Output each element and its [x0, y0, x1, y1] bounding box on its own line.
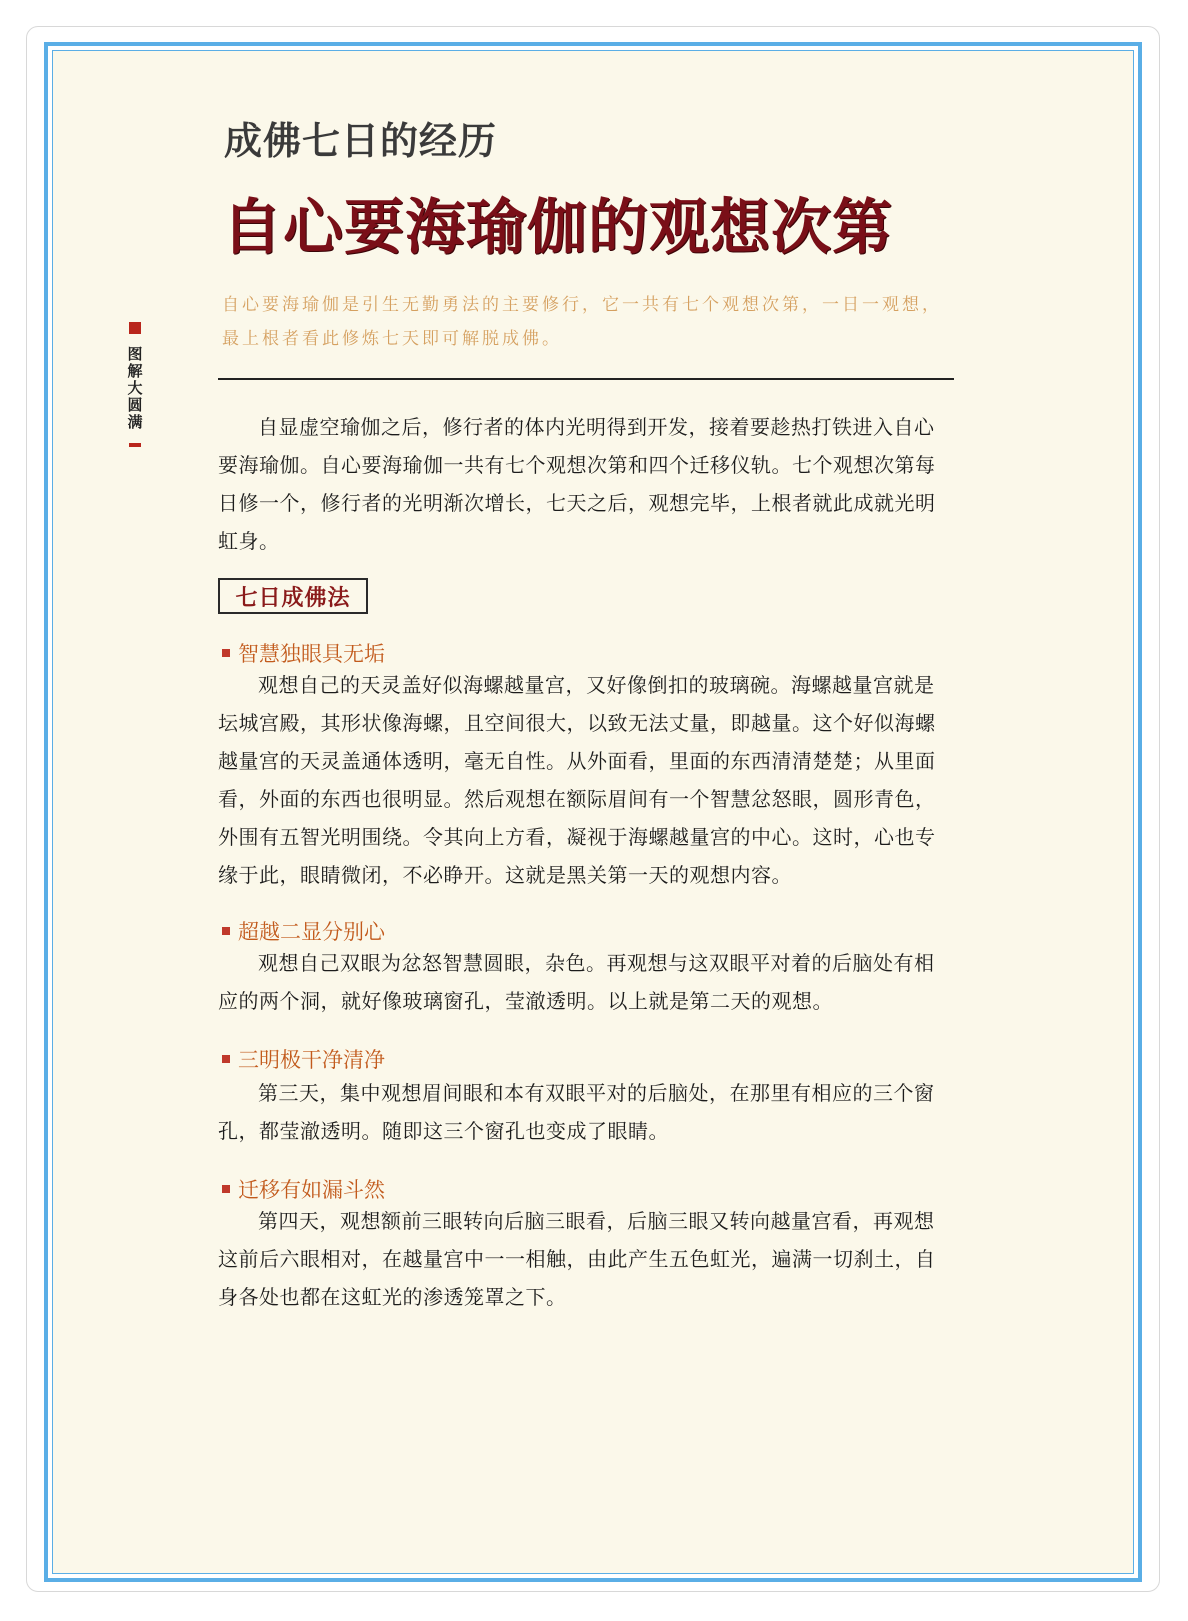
bullet-square-icon [222, 1185, 230, 1193]
sub-heading-3 [222, 1044, 385, 1074]
side-label-text: 图解大圆满 [125, 346, 144, 431]
sub-heading-text: 智慧独眼具无垢 [238, 642, 385, 666]
bullet-square-icon [222, 649, 230, 657]
sub-heading-1 [222, 638, 385, 668]
main-paragraph: 自显虚空瑜伽之后，修行者的体内光明得到开发，接着要趁热打铁进入自心要海瑜伽。自心要海瑜伽一共有七个观想次第和四个迁移仪轨。七个观想次第每日修一个，修行者的光明渐次增长，七天之后，观想完毕，上根者就此成就光明虹身。 [218, 415, 936, 553]
page-title: 自心要海瑜伽的观想次第 [222, 193, 893, 263]
intro-summary: 自心要海瑜伽是引生无勤勇法的主要修行，它一共有七个观想次第，一日一观想，最上根者看此修炼七天即可解脱成佛。 [222, 295, 942, 349]
section-paragraph-3: 第三天，集中观想眉间眼和本有双眼平对的后脑处，在那里有相应的三个窗孔，都莹澈透明。随即这三个窗孔也变成了眼睛。 [218, 1081, 935, 1143]
side-dash-icon [129, 443, 141, 447]
bullet-square-icon [222, 1055, 230, 1063]
sub-heading-text: 三明极干净清净 [238, 1048, 385, 1072]
section-paragraph-1: 观想自己的天灵盖好似海螺越量宫，又好像倒扣的玻璃碗。海螺越量宫就是坛城宫殿，其形状像海螺，且空间很大，以致无法丈量，即越量。这个好似海螺越量宫的天灵盖通体透明，毫无自性。从外面看，里面的东西清清楚楚；从里面看，外面的东西也很明显。然后观想在额际眉间有一个智慧忿怒眼，圆形青色，外围有五智光明围绕。令其向上方看，凝视于海螺越量宫的中心。这时，心也专缘于此，眼睛微闭，不必睁开。这就是黑关第一天的观想内容。 [218, 673, 936, 887]
sub-heading-text: 迁移有如漏斗然 [238, 1178, 385, 1202]
sub-heading-text: 超越二显分别心 [238, 920, 385, 944]
side-mark-icon [129, 322, 141, 334]
sub-heading-2 [222, 916, 385, 946]
chapter-subtitle: 成佛七日的经历 [224, 119, 498, 163]
sub-heading-4 [222, 1174, 385, 1204]
section-paragraph-2: 观想自己双眼为忿怒智慧圆眼，杂色。再观想与这双眼平对着的后脑处有相应的两个洞，就好像玻璃窗孔，莹澈透明。以上就是第二天的观想。 [218, 951, 935, 1013]
bullet-square-icon [222, 927, 230, 935]
section-paragraph-4: 第四天，观想额前三眼转向后脑三眼看，后脑三眼又转向越量宫看，再观想这前后六眼相对，在越量宫中一一相触，由此产生五色虹光，遍满一切刹土，自身各处也都在这虹光的渗透笼罩之下。 [218, 1209, 936, 1309]
side-running-header [124, 322, 146, 447]
section-title-box: 七日成佛法 [218, 578, 368, 614]
divider-line [218, 378, 954, 380]
